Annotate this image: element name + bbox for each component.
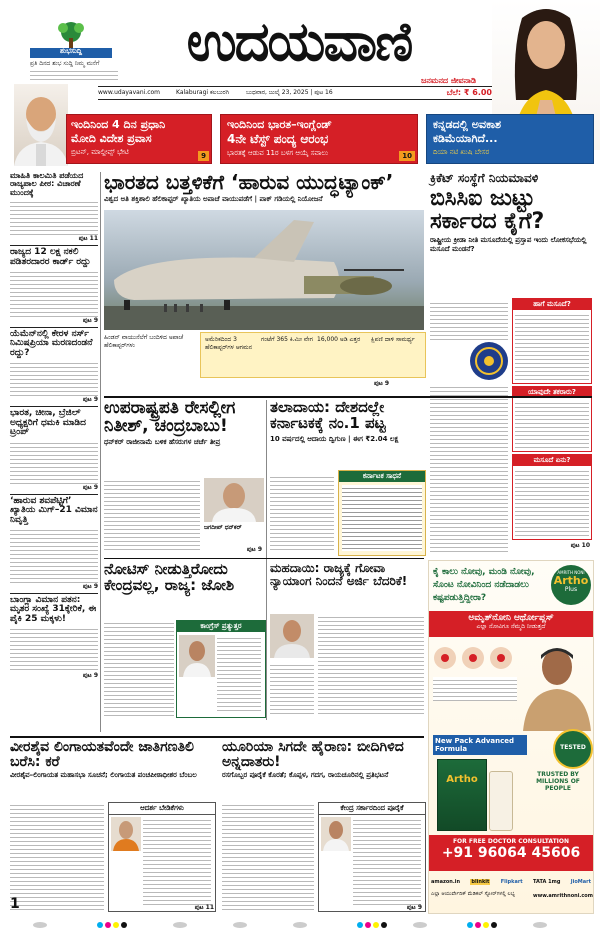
artho-footer: ಎಲ್ಲಾ ಆಯುರ್ವೇದಿಕ್ ಮೆಡಿಕಲ್ ಸ್ಟೋರ್‌ಗಳಲ್ಲಿ ಲಭ್ಯ <box>431 891 515 897</box>
tested-label: TESTED <box>560 744 586 751</box>
masthead-title: ಉದಯವಾಣಿ <box>186 10 412 73</box>
trusted-label: TRUSTED BY MILLIONS OF PEOPLE <box>536 771 580 792</box>
artho-brand-top: AMRITH NONI <box>557 570 585 575</box>
artho-headline-2: ಸೊಂಟ ನೋವಿನಿಂದ ನಡೆದಾಡಲು <box>433 580 529 590</box>
promo-modi-sub: ಬ್ರಿಟನ್, ಮಾಲ್ದೀವ್ಸ್ ಭೇಟಿ <box>71 148 129 156</box>
bcci-crest-icon <box>470 342 508 380</box>
pain-points <box>433 645 517 671</box>
website-url[interactable]: www.udayavani.com <box>98 89 161 96</box>
cricket-kicker: ಕ್ರಿಕೆಟ್ ಸಂಸ್ಥೆಗೆ ನಿಯಮಾವಳಿ <box>430 171 539 185</box>
artho-website[interactable]: www.amrithnoni.com <box>533 893 593 899</box>
consult-label: FOR FREE DOCTOR CONSULTATION <box>452 838 570 845</box>
promo-actress-sub: ದಿಯಾ ನಟಿ ಖುಷಿ ಬೇಸರ <box>433 148 490 156</box>
vp-headline[interactable]: ಉಪರಾಷ್ಟ್ರಪತಿ ರೇಸಲ್ಲೀಗ ನಿತೀಶ್, ಚಂದ್ರಬಾಬು! <box>104 398 236 436</box>
promo-cricket-sub: ಭಾರತಕ್ಕೆ ಆಡುವ 11ರ ಬಳಗ ಆಯ್ಕೆ ಸವಾಲು <box>227 149 329 157</box>
left-column <box>10 172 98 732</box>
supply-box <box>318 802 426 912</box>
cricket-headline[interactable]: ಬಿಸಿಸಿಐ ಜುಟ್ಟು ಸರ್ಕಾರದ ಕೈಗೆ? <box>430 185 545 234</box>
left-story-1-page: ಪುಟ 11 <box>78 235 98 243</box>
percapita-story <box>270 400 424 556</box>
congress-box <box>176 620 266 718</box>
notice-story <box>104 562 264 722</box>
urea-story <box>222 740 424 916</box>
lingayat-deck: ವೀರಶೈವ–ಲಿಂಗಾಯತ ಮಹಾಸಭಾ ಸೂಚನೆ; ಲಿಂಗಾಯತ ಪಂಚಪೀಠಾಧೀಶರ ಬೆಂಬಲ <box>10 771 197 780</box>
tagline-left: ಪ್ರತಿ ದಿನದ ಶುಭ ಸುದ್ದಿ ನಿಮ್ಮ ಮನೆಗೆ <box>30 60 100 67</box>
left-story-5-headline[interactable]: ‘ಹಾರುವ ಶವಪೆಟ್ಟಿಗೆ’ ಖ್ಯಾತಿಯ ಮಿಗ್–21 ವಿಮಾನ ನಿವೃತ್ತಿ <box>10 495 98 525</box>
artho-headline-1: ಕೈ ಕಾಲು ನೋವು, ಮಂಡಿ ನೋವು, <box>433 567 535 577</box>
apache-photo <box>104 210 424 330</box>
left-story-3-page: ಪುಟ 9 <box>82 396 98 404</box>
lead-story <box>104 172 424 394</box>
promo-actress[interactable] <box>426 114 594 164</box>
left-column-divider <box>100 172 101 732</box>
retailers <box>431 875 591 889</box>
shubhasuddi-logo <box>30 18 112 58</box>
left-story-6-headline[interactable]: ಬಾಂಗ್ಲಾ ವಿಮಾನ ಪತನ: ಮೃತರ ಸಂಖ್ಯೆ 31ಕ್ಕೇರಿಕೆ, ಈ ಪೈಕಿ 25 ಮಕ್ಕಳು! <box>10 594 97 624</box>
vp-deck: ಧನ್‌ಕರ್ ರಾಜೀನಾಮೆ ಬಳಿಕ ಹೆಸರುಗಳ ಚರ್ಚೆ ತೀವ್ರ <box>104 437 221 446</box>
lingayat-page: ಪುಟ 11 <box>194 904 214 911</box>
brand-left-label: ಶುಭಸುದ್ದಿ <box>60 47 82 55</box>
aircraft-icon <box>104 210 424 330</box>
lead-story-page: ಪುಟ 9 <box>374 380 390 387</box>
price: ಬೆಲೆ: ₹ 6.00 <box>446 88 492 97</box>
percapita-deck: 10 ವರ್ಷದಲ್ಲಿ ಆದಾಯ ದ್ವಿಗುಣ | ಈಗ ₹2.04 ಲಕ್ಷ <box>270 434 399 443</box>
promo-bar <box>66 114 594 166</box>
consult-bar <box>429 835 593 871</box>
promo-modi[interactable] <box>66 114 212 164</box>
dateline: ಬುಧವಾರ, ಜುಲೈ 23, 2025 | ಪುಟ 16 <box>246 89 333 96</box>
masthead-subtitle: ಜನಮನದ ಜೀವನಾಡಿ <box>421 76 476 85</box>
cricket-page: ಪುಟ 10 <box>570 542 590 549</box>
retailer-blinkit[interactable]: blinkit <box>471 879 490 885</box>
promo-cricket-line2: 4ನೇ ಟೆಸ್ಟ್ ಪಂದ್ಯ ಆರಂಭ <box>227 132 329 146</box>
cricket-story <box>430 172 592 556</box>
retailer-amazon[interactable]: amazon.in <box>431 879 461 885</box>
mahadayi-story <box>270 562 424 722</box>
page-number: 1 <box>10 896 20 912</box>
promo-cricket[interactable] <box>220 114 418 164</box>
demands-box-title: ಆದರ್ಶ ಬೇಡಿಕೆಗಳು <box>109 803 215 815</box>
promo-cricket-page: 10 <box>399 151 415 161</box>
lingayat-headline[interactable]: ವೀರಶೈವ ಲಿಂಗಾಯತವೆಂದೇ ಜಾತಿಗಣತಿಲಿ ಬರೆಸಿ: ಕರೆ <box>10 739 194 770</box>
bcci-logo <box>470 342 508 380</box>
urea-page: ಪುಟ 9 <box>406 904 422 911</box>
percapita-box <box>338 470 426 556</box>
registration-marks <box>0 916 600 928</box>
retailer-tata1mg[interactable]: TATA 1mg <box>533 879 561 885</box>
consult-phone[interactable]: +91 96064 45606 <box>441 845 581 861</box>
cricket-box-2-title: ಯಾವುದೇ ತಕರಾರು? <box>513 387 591 398</box>
supply-box-title: ಕೇಂದ್ರ ಸರ್ಕಾರದಿಂದ ಪೂರೈಕೆ <box>319 803 425 815</box>
swamiji-photo <box>111 817 141 851</box>
modi-photo <box>14 84 68 166</box>
dhankhar-photo <box>204 478 264 522</box>
lead-fact-1: ಅಮೆರಿಕದಿಂದ 3 ಹೆಲಿಕಾಪ್ಟರ್‌ಗಳ ಆಗಮನ <box>205 336 253 351</box>
celebrity-photo <box>519 641 593 731</box>
artho-brand: Artho <box>553 574 589 587</box>
product-box-brand: Artho <box>446 774 478 785</box>
mahadayi-headline[interactable]: ಮಹದಾಯಿ: ರಾಜ್ಯಕ್ಕೆ ಗೋವಾ ನ್ಯಾಯಾಂಗ ನಿಂದನೆ ಅರ್ಜಿ ಬೆದರಿಕೆ! <box>270 561 408 588</box>
demands-box <box>108 802 216 912</box>
pack-label: New Pack Advanced Formula <box>433 735 527 755</box>
percapita-box-title: ಕರ್ನಾಟಕ ಸಾಧನೆ <box>339 471 425 482</box>
lead-fact-4: ಕ್ಷಿಪಣಿ ದಾಳಿ ಸಾಮರ್ಥ್ಯ <box>371 336 415 343</box>
lead-facts <box>200 332 426 378</box>
artho-logo <box>551 565 591 605</box>
cricket-deck: ರಾಷ್ಟ್ರೀಯ ಕ್ರೀಡಾ ನೀತಿ ಮಸೂದೆಯಲ್ಲಿ ಪ್ರಸ್ತಾಪ ಇಂದು ಲೋಕಸಭೆಯಲ್ಲಿ ಮಸೂದೆ ಮಂಡನೆ? <box>430 235 587 253</box>
cricket-box-3 <box>512 454 592 540</box>
left-story-6-page: ಪುಟ 9 <box>82 672 98 680</box>
product-bottle <box>489 771 513 831</box>
urea-headline[interactable]: ಯೂರಿಯಾ ಸಿಗದೇ ಹೈರಾಣ: ಬೀದಿಗಿಳಿದ ಅನ್ನದಾತರು! <box>222 739 404 770</box>
promo-modi-line1: ಇಂದಿನಿಂದ 4 ದಿನ ಪ್ರಧಾನಿ <box>71 118 166 131</box>
left-story-4-headline[interactable]: ಭಾರತ, ಚೀನಾ, ಬ್ರೆಜಿಲ್ ಅಧ್ಯಕ್ಷರಿಗೆ ಧಮಕಿ ಮಾಡಿದ ಟ್ರಂಪ್ <box>10 408 86 438</box>
tested-seal <box>553 729 593 769</box>
urea-deck: ರಸಗೊಬ್ಬರ ಪೂರೈಕೆ ಕೊರತೆ; ಕೊಪ್ಪಳ, ಗದಗ, ರಾಯಚೂರಿನಲ್ಲಿ ಪ್ರತಿಭಟನೆ <box>222 771 389 780</box>
left-story-2-page: ಪುಟ 9 <box>82 317 98 325</box>
cricket-box-1-title: ಹಾಗೆ ಮಸೂದೆ? <box>513 299 591 310</box>
notice-headline[interactable]: ನೋಟಿಸ್ ನೀಡುತ್ತಿರೋದು ಕೇಂದ್ರವಲ್ಲ, ರಾಜ್ಯ: ಜೋಶಿ <box>104 560 235 594</box>
cricket-box-1 <box>512 298 592 384</box>
product-box <box>437 759 487 831</box>
percapita-headline[interactable]: ತಲಾದಾಯ: ದೇಶದಲ್ಲೇ ಕರ್ನಾಟಕಕ್ಕೆ ನಂ.1 ಪಟ್ಟ <box>270 398 386 432</box>
artho-banner <box>429 611 593 637</box>
left-story-3-headline[interactable]: ಯೆಮೆನ್‌ನಲ್ಲಿ ಕೇರಳ ನರ್ಸ್ ನಿಮಿಷಪ್ರಿಯಾ ಮರಣದಂಡನೆ ರದ್ದು? <box>10 329 93 358</box>
joshi-photo <box>179 635 215 677</box>
artho-banner-sub: ಎಲ್ಲಾ ನೋವಿಗೂ ನೆಮ್ಮದಿ ನೀಡುತ್ತದೆ <box>476 623 546 630</box>
lead-story-kicker[interactable]: ಭಾರತದ ಬತ್ತಳಿಕೆಗೆ ‘ಹಾರುವ ಯುದ್ಧಟ್ಯಾಂಕ್’ <box>104 170 394 194</box>
lead-story-caption: ಹಿಂಡನ್ ವಾಯುನೆಲೆಗೆ ಬಂದಿಳಿದ ಅಪಾಚೆ ಹೆಲಿಕಾಪ್ಟರ್‌ಗಳು <box>104 334 184 349</box>
promo-actress-line2: ಕಡಿಮೆಯಾಗಿದೆ... <box>433 132 498 145</box>
congress-box-title: ಕಾಂಗ್ರೆಸ್ ಪ್ರತ್ಯುತ್ತರ <box>177 621 265 632</box>
vp-photo-caption: ಜಗದೀಪ್ ಧನ್‌ಕರ್ <box>204 524 242 531</box>
retailer-jiomart[interactable]: JioMart <box>570 879 591 885</box>
promo-cricket-line1: ಇಂದಿನಿಂದ ಭಾರತ–ಇಂಗ್ಲೆಂಡ್ <box>227 118 332 131</box>
vp-page: ಪುಟ 9 <box>246 546 262 553</box>
retailer-flipkart[interactable]: Flipkart <box>500 879 523 885</box>
lead-fact-3: 16,000 ಅಡಿ ಎತ್ತರ <box>317 336 361 343</box>
promo-modi-page: 9 <box>198 151 209 161</box>
lead-story-deck: ವಿಶ್ವದ ಅತಿ ಶಕ್ತಿಶಾಲಿ ಹೆಲಿಕಾಪ್ಟರ್ ಖ್ಯಾತಿಯ ಅಪಾಚೆ ವಾಯುಪಡೆಗೆ | ಪಾಕ್ ಗಡಿಯಲ್ಲಿ ನಿಯೋಜನೆ <box>104 195 323 203</box>
artho-ad-panel[interactable] <box>428 560 594 914</box>
minister-photo <box>270 614 314 658</box>
vp-story <box>104 400 264 556</box>
promo-modi-line2: ಮೋದಿ ವಿದೇಶ ಪ್ರವಾಸ <box>71 132 152 145</box>
left-story-5-page: ಪುಟ 9 <box>82 582 98 590</box>
dateline-bar <box>98 86 492 100</box>
minister-photo-2 <box>321 817 351 851</box>
cricket-box-3-title: ಮಸೂದೆ ಏನು? <box>513 455 591 466</box>
artho-brand-sub: Plus <box>564 586 578 593</box>
left-story-1-headline[interactable]: ಮಾಹಿತಿ ಕಾಲಮಿತಿ ಪಡೆಯದ ರಾಜ್ಯಪಾಲ ಪೀಠ: ವಿಚಾರಣೆ ಮುಂದಕ್ಕೆ <box>10 171 84 197</box>
left-story-4-page: ಪುಟ 9 <box>82 483 98 491</box>
edition-name: Kalaburagi ಕಲಬುರಗಿ <box>176 89 230 96</box>
artho-headline-3: ಕಷ್ಟಪಡುತ್ತಿದ್ದೀರಾ? <box>433 593 487 603</box>
artho-banner-title: ಅಮೃತ್‌ನೋನಿ ಆರ್ಥೋಪ್ಲಸ್ <box>468 613 554 623</box>
lingayat-story <box>10 740 216 916</box>
lead-fact-2: ಗಂಟೆಗೆ 365 ಕಿ.ಮೀ ವೇಗ <box>261 336 313 343</box>
promo-actress-line1: ಕನ್ನಡದಲ್ಲಿ ಅವಕಾಶ <box>433 118 501 131</box>
left-story-2-headline[interactable]: ರಾಜ್ಯದ 12 ಲಕ್ಷ ನಕಲಿ ಪಡಿತರದಾರರ ಕಾರ್ಡ್ ರದ್ದು <box>10 247 91 267</box>
